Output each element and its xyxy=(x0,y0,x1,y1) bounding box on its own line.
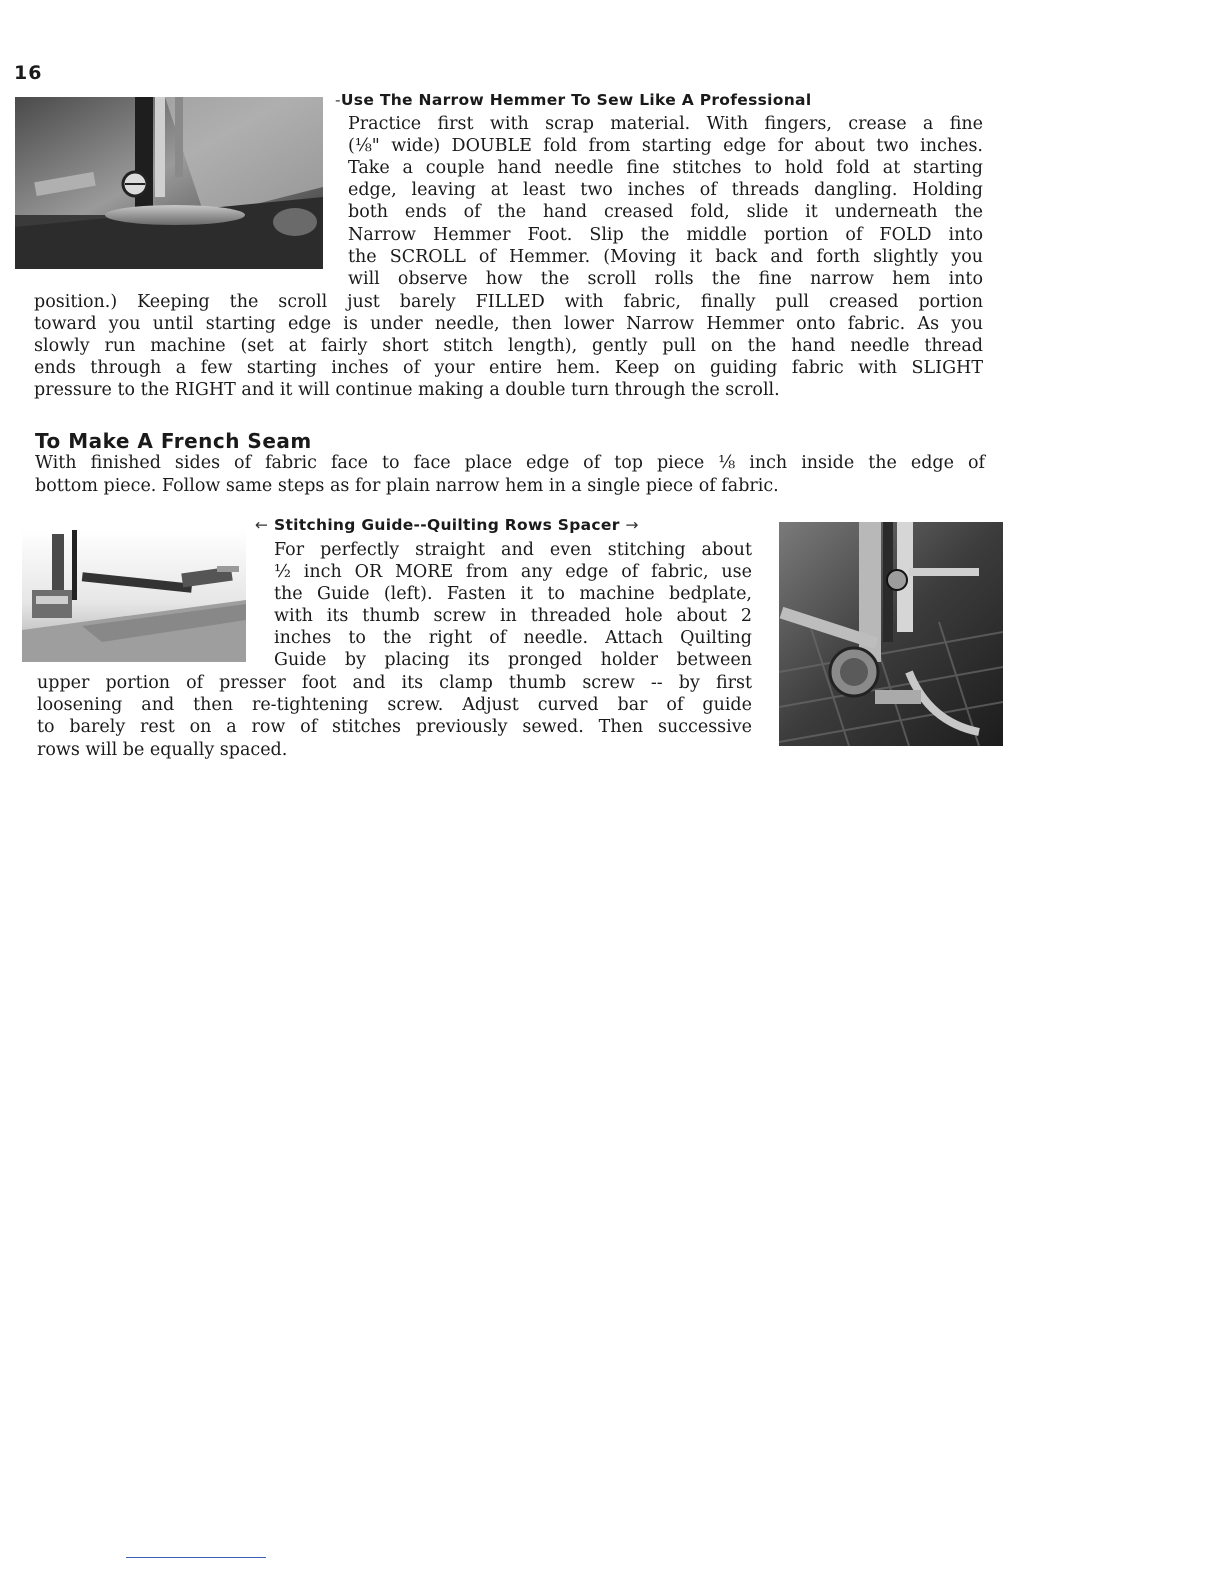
text-line: ends through a few starting inches of your entire hem. Keep on guiding fabric with SLIGHT xyxy=(34,358,983,378)
stitching-guide-photo xyxy=(22,530,246,662)
text-line: ½ inch OR MORE from any edge of fabric, use xyxy=(274,562,752,582)
text-line: With finished sides of fabric face to face place edge of top piece ⅛ inch inside the edge of xyxy=(35,453,985,473)
text-line: Guide by placing its pronged holder between xyxy=(274,650,752,670)
text-line: edge, leaving at least two inches of threads dangling. Holding xyxy=(348,180,983,200)
text-line: both ends of the hand creased fold, slide it underneath the xyxy=(348,202,983,222)
text-line: with its thumb screw in threaded hole about 2 xyxy=(274,606,752,626)
footer-rule xyxy=(126,1557,266,1558)
text-line: position.) Keeping the scroll just barely FILLED with fabric, finally pull creased portion xyxy=(34,292,983,312)
heading-dash: - xyxy=(335,91,341,109)
text-line: Practice first with scrap material. With fingers, crease a fine xyxy=(348,114,983,134)
page-number: 16 xyxy=(14,62,43,84)
stitching-guide-heading-text: Stitching Guide--Quilting Rows Spacer xyxy=(274,516,620,534)
text-line: to barely rest on a row of stitches previously sewed. Then successive xyxy=(37,717,752,737)
text-line: Take a couple hand needle fine stitches to hold fold at starting xyxy=(348,158,983,178)
hemmer-heading xyxy=(335,91,811,109)
quilting-guide-photo xyxy=(779,522,1003,746)
text-line: loosening and then re-tightening screw. Adjust curved bar of guide xyxy=(37,695,752,715)
narrow-hemmer-photo xyxy=(15,97,323,269)
text-line: For perfectly straight and even stitching about xyxy=(274,540,752,560)
text-line: slowly run machine (set at fairly short stitch length), gently pull on the hand needle thread xyxy=(34,336,983,356)
text-line: toward you until starting edge is under needle, then lower Narrow Hemmer onto fabric. As you xyxy=(34,314,983,334)
arrow-left-icon: ← xyxy=(255,516,269,534)
text-line: the Guide (left). Fasten it to machine bedplate, xyxy=(274,584,752,604)
text-line: bottom piece. Follow same steps as for plain narrow hem in a single piece of fabric. xyxy=(35,476,779,496)
text-line: pressure to the RIGHT and it will continue making a double turn through the scroll. xyxy=(34,380,780,400)
arrow-right-icon: → xyxy=(625,516,639,534)
text-line: rows will be equally spaced. xyxy=(37,740,288,760)
text-line: upper portion of presser foot and its clamp thumb screw -- by first xyxy=(37,673,752,693)
text-line: will observe how the scroll rolls the fine narrow hem into xyxy=(348,269,983,289)
stitching-guide-heading xyxy=(255,516,639,534)
text-line: the SCROLL of Hemmer. (Moving it back and forth slightly you xyxy=(348,247,983,267)
text-line: inches to the right of needle. Attach Quilting xyxy=(274,628,752,648)
text-line: Narrow Hemmer Foot. Slip the middle portion of FOLD into xyxy=(348,225,983,245)
text-line: (⅛" wide) DOUBLE fold from starting edge for about two inches. xyxy=(348,136,983,156)
french-seam-heading: To Make A French Seam xyxy=(35,429,312,453)
hemmer-heading-text: Use The Narrow Hemmer To Sew Like A Professional xyxy=(340,91,812,109)
